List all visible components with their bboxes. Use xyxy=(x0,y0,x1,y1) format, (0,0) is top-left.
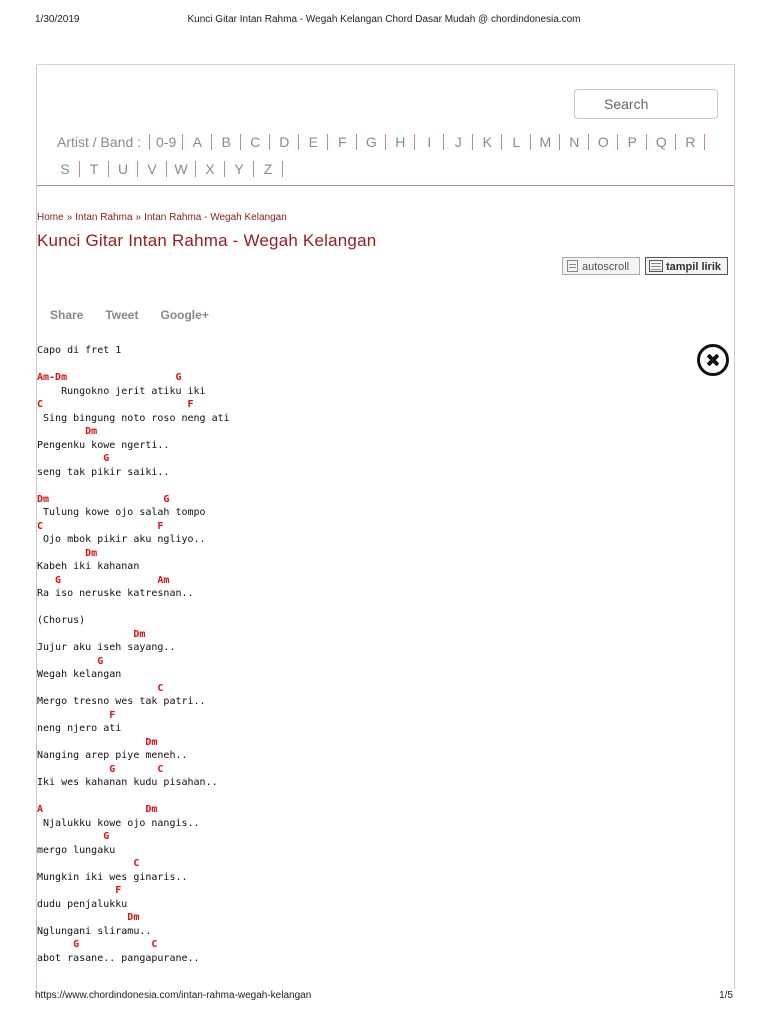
artist-letter-c[interactable]: C xyxy=(241,134,270,150)
lyric-line: Rungokno jerit atiku iki xyxy=(37,385,206,397)
chord-line: G xyxy=(37,453,110,464)
artist-letter-m[interactable]: M xyxy=(531,134,560,150)
chord-line: Dm xyxy=(37,426,98,437)
artist-letter-u[interactable]: U xyxy=(109,161,138,177)
chord-line: G C xyxy=(37,763,164,775)
lyric-line: Iki wes kahanan kudu pisahan.. xyxy=(37,777,218,788)
lyric-line: Capo di fret 1 xyxy=(37,345,122,356)
tweet-button[interactable]: Tweet xyxy=(105,308,139,322)
lyric-line: mergo lungaku xyxy=(37,844,116,856)
chord-line: Dm xyxy=(37,736,158,748)
lyric-line: Wegah kelangan xyxy=(37,669,122,680)
artist-letter-f[interactable]: F xyxy=(328,134,357,150)
chord-line: Dm G xyxy=(37,493,170,505)
lyric-line: Njalukku kowe ojo nangis.. xyxy=(37,817,200,829)
scroll-icon xyxy=(567,260,578,272)
chord-sheet xyxy=(37,344,697,965)
chord-line: G xyxy=(37,655,104,667)
artist-nav-label: Artist / Band : xyxy=(37,134,150,150)
artist-letter-z[interactable]: Z xyxy=(254,161,283,177)
artist-letter-j[interactable]: J xyxy=(444,134,473,150)
breadcrumb-home[interactable]: Home xyxy=(37,212,64,223)
lyric-line: Kabeh iki kahanan xyxy=(37,561,140,572)
chord-line: C xyxy=(37,682,164,694)
chord-line: F xyxy=(37,709,116,721)
print-footer xyxy=(0,990,768,1010)
print-url: https://www.chordindonesia.com/intan-rahma-wegah-kelangan xyxy=(35,990,312,1001)
artist-letter-0-9[interactable]: 0-9 xyxy=(150,134,183,150)
artist-letter-e[interactable]: E xyxy=(299,134,328,150)
artist-letter-b[interactable]: B xyxy=(212,134,241,150)
breadcrumb-separator: » xyxy=(66,212,73,223)
lyric-line: (Chorus) xyxy=(37,615,86,626)
lyric-line: Pengenku kowe ngerti.. xyxy=(37,439,170,451)
artist-letter-g[interactable]: G xyxy=(357,134,386,150)
lyric-line: Jujur aku iseh sayang.. xyxy=(37,642,176,653)
lyric-line: Sing bingung noto roso neng ati xyxy=(37,412,230,424)
artist-letter-o[interactable]: O xyxy=(589,134,618,150)
artist-letter-i[interactable]: I xyxy=(415,134,444,150)
print-header xyxy=(0,14,768,34)
chord-line: Dm xyxy=(37,912,140,923)
breadcrumb xyxy=(37,212,287,223)
chord-line: G C xyxy=(37,939,158,950)
autoscroll-button[interactable] xyxy=(562,257,640,275)
artist-letter-y[interactable]: Y xyxy=(225,161,254,177)
lyric-line: Ra iso neruske katresnan.. xyxy=(37,588,194,599)
search-input[interactable]: Search xyxy=(574,89,718,119)
print-page-number: 1/5 xyxy=(719,990,733,1001)
artist-letter-v[interactable]: V xyxy=(138,161,167,177)
artist-letter-n[interactable]: N xyxy=(560,134,589,150)
autoscroll-label: autoscroll xyxy=(582,261,630,273)
chord-line: G xyxy=(37,831,110,842)
artist-letter-d[interactable]: D xyxy=(270,134,299,150)
show-lyrics-button[interactable] xyxy=(645,257,728,275)
artist-letter-k[interactable]: K xyxy=(473,134,502,150)
chord-line: A Dm xyxy=(37,804,158,815)
share-bar xyxy=(50,308,231,322)
artist-letter-w[interactable]: W xyxy=(167,161,196,177)
google-plus-button[interactable]: Google+ xyxy=(160,308,209,322)
site-header xyxy=(37,65,734,186)
page-frame xyxy=(36,64,735,989)
lyric-line: Mungkin iki wes ginaris.. xyxy=(37,871,188,883)
chord-line: C F xyxy=(37,399,194,410)
lyrics-icon xyxy=(649,260,663,272)
chord-line: C F xyxy=(37,520,164,532)
artist-letter-s[interactable]: S xyxy=(51,161,80,177)
chord-line: F xyxy=(37,885,122,896)
artist-nav-row-2 xyxy=(37,158,283,180)
artist-letter-x[interactable]: X xyxy=(196,161,225,177)
artist-letter-a[interactable]: A xyxy=(183,134,212,150)
chord-line: Am-Dm G xyxy=(37,372,182,383)
artist-letter-q[interactable]: Q xyxy=(647,134,676,150)
breadcrumb-separator: » xyxy=(135,212,142,223)
chord-line: Dm xyxy=(37,547,98,559)
print-title: Kunci Gitar Intan Rahma - Wegah Kelangan Chord Dasar Mudah @ chordindonesia.com xyxy=(187,14,581,25)
chord-line: C xyxy=(37,858,140,869)
lyric-line: Nanging arep piye meneh.. xyxy=(37,750,188,761)
lyric-line xyxy=(37,790,697,804)
lyric-line: dudu penjalukku xyxy=(37,898,128,910)
print-date: 1/30/2019 xyxy=(35,14,80,25)
page-title: Kunci Gitar Intan Rahma - Wegah Kelangan xyxy=(37,231,377,250)
artist-letter-l[interactable]: L xyxy=(502,134,531,150)
lyric-line: Tulung kowe ojo salah tompo xyxy=(37,507,206,518)
close-icon[interactable] xyxy=(697,344,729,376)
chord-line: Dm xyxy=(37,628,146,640)
artist-letter-p[interactable]: P xyxy=(618,134,647,150)
lyric-line xyxy=(37,479,697,493)
lyric-line: neng njero ati xyxy=(37,723,122,734)
artist-nav-row-1 xyxy=(37,131,705,153)
lyric-line: Nglungani sliramu.. xyxy=(37,925,152,937)
breadcrumb-artist[interactable]: Intan Rahma xyxy=(75,212,133,223)
lyric-line: Mergo tresno wes tak patri.. xyxy=(37,696,206,707)
share-button[interactable]: Share xyxy=(50,308,84,322)
lyric-line: Ojo mbok pikir aku ngliyo.. xyxy=(37,534,206,545)
lyric-line xyxy=(37,601,697,615)
show-lyrics-label: tampil lirik xyxy=(666,261,722,273)
lyric-line xyxy=(37,358,697,372)
lyric-line: abot rasane.. pangapurane.. xyxy=(37,952,200,964)
breadcrumb-song[interactable]: Intan Rahma - Wegah Kelangan xyxy=(144,212,287,223)
artist-letter-r[interactable]: R xyxy=(676,134,705,150)
lyric-line: seng tak pikir saiki.. xyxy=(37,466,170,478)
artist-letter-t[interactable]: T xyxy=(80,161,109,177)
artist-letter-h[interactable]: H xyxy=(386,134,415,150)
chord-line: G Am xyxy=(37,574,170,586)
